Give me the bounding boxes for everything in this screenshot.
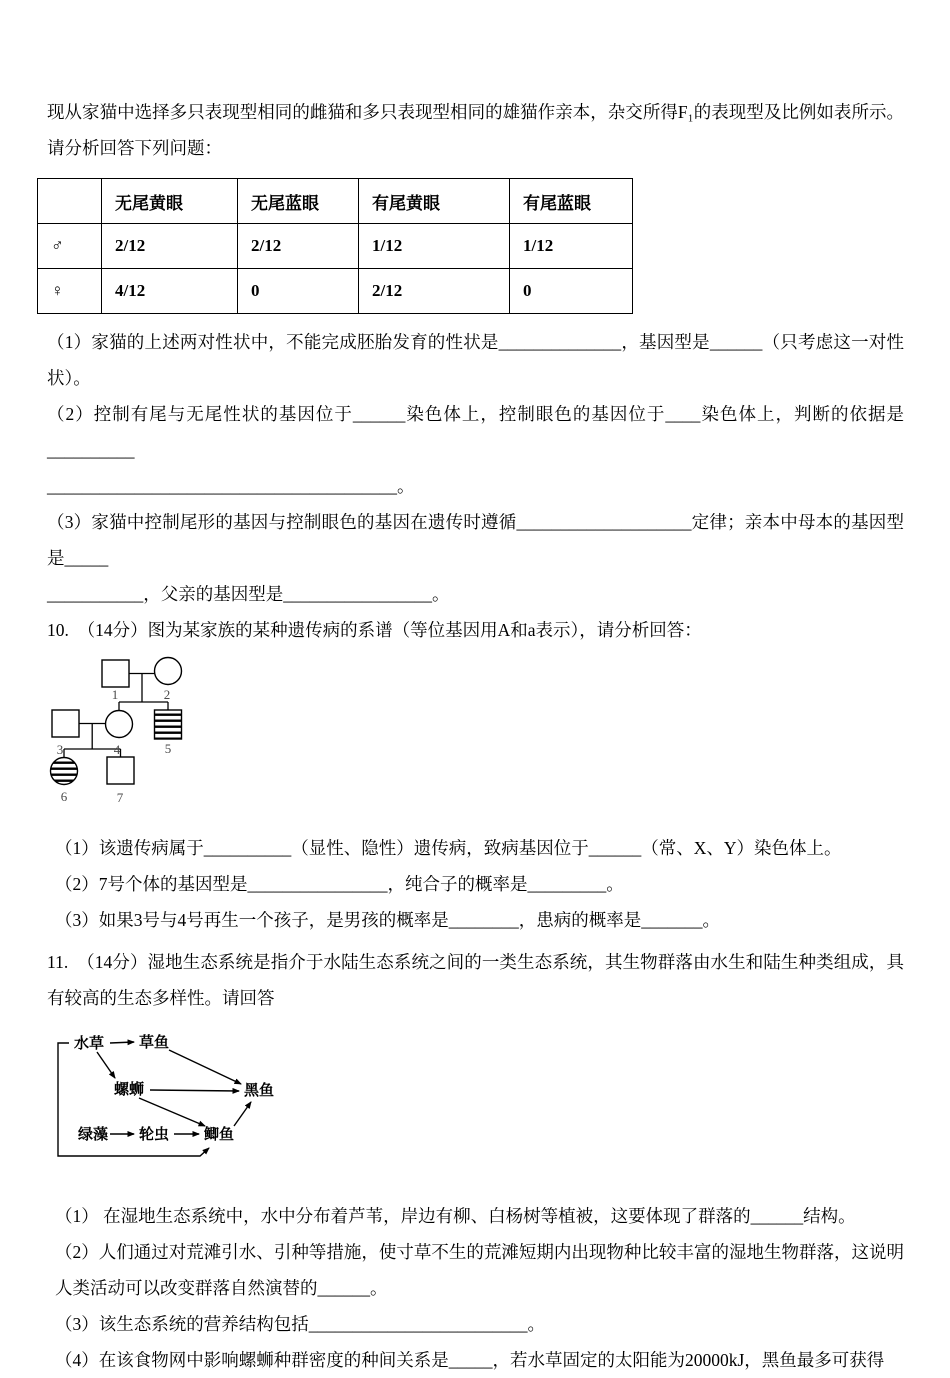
- table-cell: 0: [238, 269, 359, 314]
- pedigree-individual-7-male-square: [107, 757, 134, 784]
- foodweb-node-labels: [74, 1033, 274, 1143]
- pedigree-number-labels: [57, 687, 172, 805]
- q11-item-2: （2）人们通过对荒滩引水、引种等措施，使寸草不生的荒滩短期内出现物种比较丰富的湿地生物群落，这说明人类活动可以改变群落自然演替的______。: [55, 1242, 904, 1298]
- arrow-luosi-jiyu: [139, 1098, 205, 1126]
- table-header-row: [38, 179, 633, 224]
- pedigree-individual-1-male-square: [102, 660, 129, 687]
- q10-item-2: （2）7号个体的基因型是________________，纯合子的概率是_________。: [55, 874, 624, 894]
- table-cell: 4/12: [102, 269, 238, 314]
- pedigree-diagram: [47, 652, 247, 810]
- arrow-caoyu-heiyu: [169, 1050, 241, 1084]
- q11-item-4: （4）在该食物网中影响螺蛳种群密度的种间关系是_____，若水草固定的太阳能为20000kJ，黑鱼最多可获得: [55, 1350, 885, 1370]
- table-row-female: [38, 269, 633, 314]
- q11-item-3: （3）该生态系统的营养结构包括_________________________。: [55, 1314, 545, 1334]
- pedigree-label-6: 6: [60, 789, 68, 804]
- table-row-male: [38, 224, 633, 269]
- table-header-cell: 有尾黄眼: [359, 179, 510, 224]
- q9-item-2-continuation: ________________________________________。: [47, 476, 415, 496]
- phenotype-ratio-table: [37, 178, 633, 314]
- male-symbol-cell: ♂: [38, 224, 102, 269]
- pedigree-individual-3-male-square: [52, 710, 79, 737]
- foodweb-node-heiyu: 黑鱼: [243, 1082, 275, 1099]
- pedigree-label-5: 5: [164, 741, 172, 756]
- pedigree-label-2: 2: [163, 687, 171, 702]
- pedigree-label-4: 4: [113, 742, 121, 757]
- q9-item-1: （1）家猫的上述两对性状中，不能完成胚胎发育的性状是______________，基因型是______（只考虑这一对性状）。: [47, 332, 904, 388]
- question-10-block: [47, 612, 904, 938]
- table-header-cell: 无尾蓝眼: [238, 179, 359, 224]
- table-cell: 1/12: [359, 224, 510, 269]
- pedigree-individual-6-affected-female-circle: [51, 758, 78, 785]
- arrow-shuicao-caoyu: [110, 1042, 134, 1043]
- foodweb-node-luosi: 螺蛳: [113, 1081, 145, 1098]
- table-header-cell: 无尾黄眼: [102, 179, 238, 224]
- table-cell: 0: [510, 269, 633, 314]
- arrow-luosi-heiyu: [150, 1090, 239, 1091]
- pedigree-individual-5-affected-square: [155, 710, 182, 739]
- q11-item-1: （1） 在湿地生态系统中，水中分布着芦苇，岸边有柳、白杨树等植被，这要体现了群落的______结构。: [55, 1206, 856, 1226]
- table-header-cell: 有尾蓝眼: [510, 179, 633, 224]
- table-cell: 1/12: [510, 224, 633, 269]
- table-cell: 2/12: [359, 269, 510, 314]
- foodweb-node-lvzao: 绿藻: [77, 1126, 109, 1143]
- foodweb-node-shuicao: 水草: [73, 1035, 105, 1052]
- question-9-block: [47, 324, 904, 612]
- q10-item-1: （1）该遗传病属于__________（显性、隐性）遗传病，致病基因位于______（常、X、Y）染色体上。: [55, 838, 842, 858]
- foodweb-node-caoyu: 草鱼: [138, 1034, 170, 1051]
- female-symbol-cell: ♀: [38, 269, 102, 314]
- table-corner-cell: [38, 179, 102, 224]
- foodweb-node-jiyu: 鲫鱼: [203, 1126, 235, 1143]
- foodweb-diagram: [53, 1030, 313, 1170]
- pedigree-label-3: 3: [56, 742, 64, 757]
- q10-item-3: （3）如果3号与4号再生一个孩子，是男孩的概率是________，患病的概率是_______。: [55, 910, 720, 930]
- foodweb-node-lunchong: 轮虫: [138, 1126, 170, 1143]
- q9-item-2: （2）控制有尾与无尾性状的基因位于______染色体上，控制眼色的基因位于____染色体上，判断的依据是__________: [47, 404, 904, 460]
- q10-title: 10. （14分）图为某家族的某种遗传病的系谱（等位基因用A和a表示），请分析回答：: [47, 620, 702, 640]
- q9-item-3: （3）家猫中控制尾形的基因与控制眼色的基因在遗传时遵循____________________定律；亲本中母本的基因型是_____: [47, 512, 904, 568]
- pedigree-individual-4-female-circle: [106, 711, 133, 738]
- table-cell: 2/12: [238, 224, 359, 269]
- table-cell: 2/12: [102, 224, 238, 269]
- pedigree-individual-2-female-circle: [155, 658, 182, 685]
- q9-item-3-continuation: ___________，父亲的基因型是_________________。: [47, 584, 450, 604]
- arrow-shuicao-luosi: [97, 1052, 115, 1078]
- q11-title: 11. （14分）湿地生态系统是指介于水陆生态系统之间的一类生态系统，其生物群落由水生和陆生种类组成，具有较高的生态多样性。请回答: [47, 952, 904, 1008]
- pedigree-label-1: 1: [111, 687, 119, 702]
- question-11-block: [47, 944, 904, 1378]
- intro-paragraph: 现从家猫中选择多只表现型相同的雌猫和多只表现型相同的雄猫作亲本，杂交所得F₁的表现型及比例如表所示。请分析回答下列问题：: [47, 102, 904, 158]
- pedigree-label-7: 7: [116, 790, 124, 805]
- arrow-jiyu-heiyu: [234, 1102, 251, 1126]
